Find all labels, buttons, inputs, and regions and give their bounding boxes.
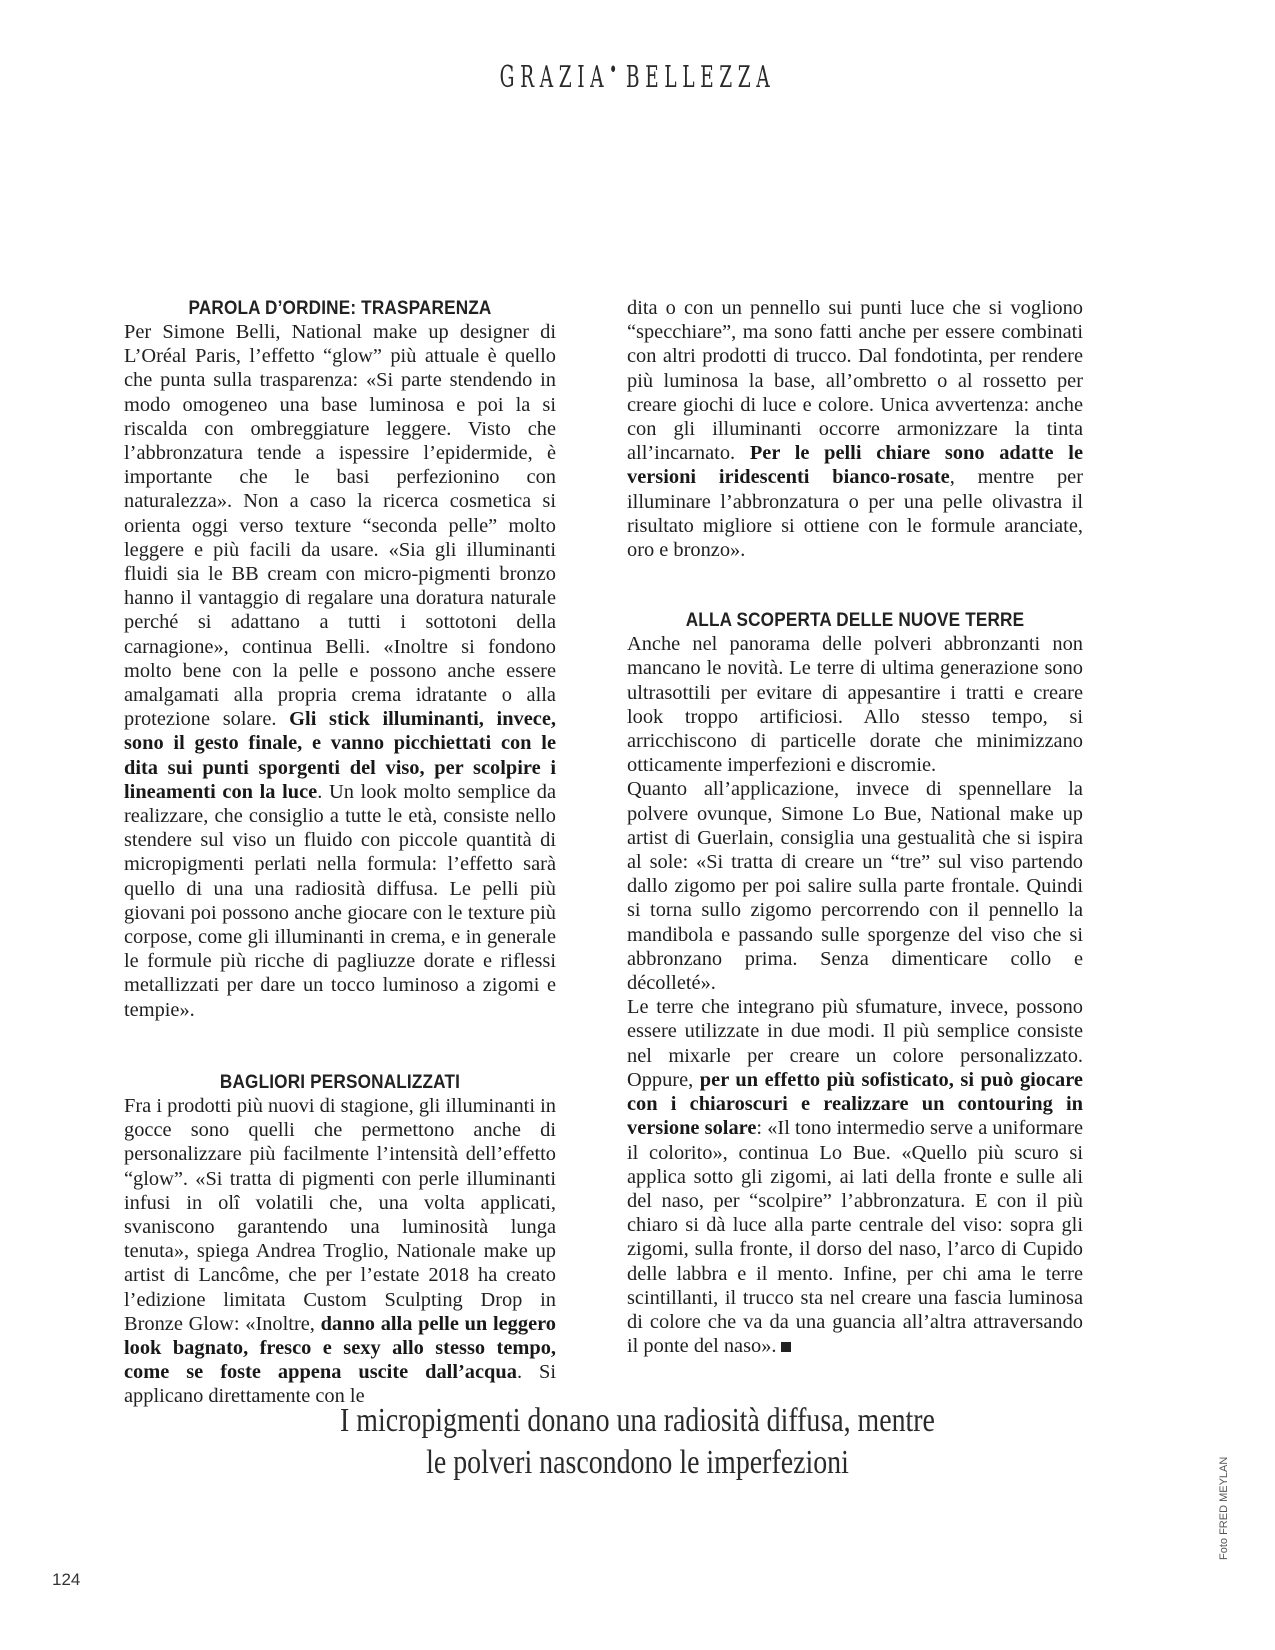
paragraph-bagliori	[124, 1094, 556, 1409]
right-column	[627, 296, 1083, 1358]
masthead-dot-icon: •	[609, 58, 626, 83]
paragraph-terre-3	[627, 995, 1083, 1358]
paragraph-continuation	[627, 296, 1083, 562]
paragraph-terre-1: Anche nel panorama delle polveri abbronzanti non mancano le novità. Le terre di ultima generazione sono ultrasottili per evitare di appesantire i tratti e creare look troppo artificiosi. Allo stesso tempo, si arricchiscono di particelle dorate che minimizzano otticamente imperfezioni e discromie.	[627, 633, 1083, 777]
paragraph-text: Le terre che integrano più sfumature, invece, possono essere utilizzate in due modi. Il più semplice consiste nel mixarle per creare un colore personalizzato. Oppure,	[627, 996, 1083, 1091]
magazine-masthead	[242, 58, 1033, 95]
bold-highlight: per un effetto più sofisticato, si può giocare con i chiaroscuri e realizzare un contouring in versione solare	[627, 1068, 1083, 1140]
left-column	[124, 296, 556, 1409]
bold-highlight: Per le pelli chiare sono adatte le versioni iridescenti bianco-rosate	[627, 442, 1083, 489]
bold-highlight: danno alla pelle un leggero look bagnato, fresco e sexy allo stesso tempo, come se foste appena uscite dall’acqua	[124, 1312, 556, 1384]
section-heading-terre: ALLA SCOPERTA DELLE NUOVE TERRE	[685, 609, 1025, 632]
pull-quote-line: le polveri nascondono le imperfezioni	[426, 1444, 849, 1481]
section-heading-bagliori: BAGLIORI PERSONALIZZATI	[219, 1070, 461, 1093]
paragraph-text: Per Simone Belli, National make up designer di L’Oréal Paris, l’effetto “glow” più attuale è quello che punta sulla trasparenza: «Si parte stendendo in modo omogeneo una base luminosa e poi la si riscalda con ombreggiature leggere. Visto che l’abbronzatura tende a ispessire l’epidermide, è importante che le basi perfezionino con naturalezza». Non a caso la ricerca cosmetica si orienta oggi verso texture “seconda pelle” molto leggere e più facili da usare. «Sia gli illuminanti fluidi sia le BB cream con micro-pigmenti bronzo hanno il vantaggio di regalare una doratura naturale perché si adattano a tutti i sottotoni della carnagione», continua Belli. «Inoltre si fondono molto bene con la pelle e possono anche essere amalgamati alla propria crema idratante o alla protezione solare.	[124, 321, 556, 731]
paragraph-text: : «Il tono intermedio serve a uniformare il colorito», continua Lo Bue. «Quello più scuro si applica sotto gli zigomi, ai lati della fronte e sulle ali del naso, per “scolpire” l’abbronzatura. E con il più chiaro si dà luce alla parte centrale del viso: sopra gli zigomi, sulla fronte, il dorso del naso, l’arco di Cupido delle labbra e il mento. Infine, per chi ama le terre scintillanti, il trucco sta nel creare una fascia luminosa di colore che va da una guancia all’altra attraversando il ponte del naso».	[627, 1117, 1083, 1358]
paragraph-text: . Si applicano direttamente con le	[124, 1361, 557, 1408]
paragraph-trasparenza	[124, 320, 556, 1022]
end-of-article-square-icon	[781, 1342, 791, 1352]
paragraph-text: . Un look molto semplice da realizzare, che consiglio a tutte le età, consiste nello stendere sul viso un fluido con piccole quantità di micropigmenti perlati nella formula: l’effetto sarà quello di una una radiosità diffusa. Le pelli più giovani poi possono anche giocare con le texture più corpose, come gli illuminanti in crema, e in generale le formule più ricche di pagliuzze dorate e riflessi metallizzati per dare un tocco luminoso a zigomi e tempie».	[124, 780, 557, 1021]
pull-quote-line: I micropigmenti donano una radiosità diffusa, mentre	[340, 1402, 935, 1439]
masthead-brand: GRAZIA	[499, 60, 610, 95]
paragraph-text: dita o con un pennello sui punti luce che si vogliono “specchiare”, ma sono fatti anche per essere combinati con altri prodotti di trucco. Dal fondotinta, per rendere più luminosa la base, all’ombretto o al rossetto per creare giochi di luce e colore. Unica avvertenza: anche con gli illuminanti occorre armonizzare la tinta all’incarnato.	[627, 297, 1083, 465]
page-number: 124	[52, 1570, 81, 1589]
section-spacer	[124, 1022, 556, 1070]
paragraph-text: , mentre per illuminare l’abbronzatura o per una pelle olivastra il risultato migliore si ottiene con le formule aranciate, oro e bronzo».	[627, 466, 1083, 562]
section-heading-trasparenza: PAROLA D’ORDINE: TRASPARENZA	[188, 297, 492, 319]
paragraph-terre-2: Quanto all’applicazione, invece di spennellare la polvere ovunque, Simone Lo Bue, National make up artist di Guerlain, consiglia una gestualità che si ispira al sole: «Si tratta di creare un “tre” sul viso partendo dallo zigomo per poi salire sulla parte frontale. Quindi si torna sullo zigomo percorrendo con il pennello la mandibola e passando sulle sporgenze del viso che si abbronzano prima. Senza dimenticare collo e décolleté».	[627, 778, 1083, 995]
paragraph-text: Fra i prodotti più nuovi di stagione, gli illuminanti in gocce sono quelli che permettono anche di personalizzare più facilmente l’intensità dell’effetto “glow”. «Si tratta di pigmenti con perle illuminanti infusi in olî volatili che, una volta applicati, svaniscono garantendo una luminosità lunga tenuta», spiega Andrea Troglio, Nationale make up artist di Lancôme, che per l’estate 2018 ha creato l’edizione limitata Custom Sculpting Drop in Bronze Glow: «Inoltre,	[124, 1094, 556, 1335]
masthead-section: BELLEZZA	[625, 60, 776, 95]
section-spacer	[627, 562, 1083, 608]
photo-credit: Foto FRED MEYLAN	[1218, 1456, 1230, 1560]
pull-quote	[115, 1400, 1161, 1484]
bold-highlight: Gli stick illuminanti, invece, sono il gesto finale, e vanno picchiettati con le dita sui punti sporgenti del viso, per scolpire i lineamenti con la luce	[124, 708, 556, 803]
